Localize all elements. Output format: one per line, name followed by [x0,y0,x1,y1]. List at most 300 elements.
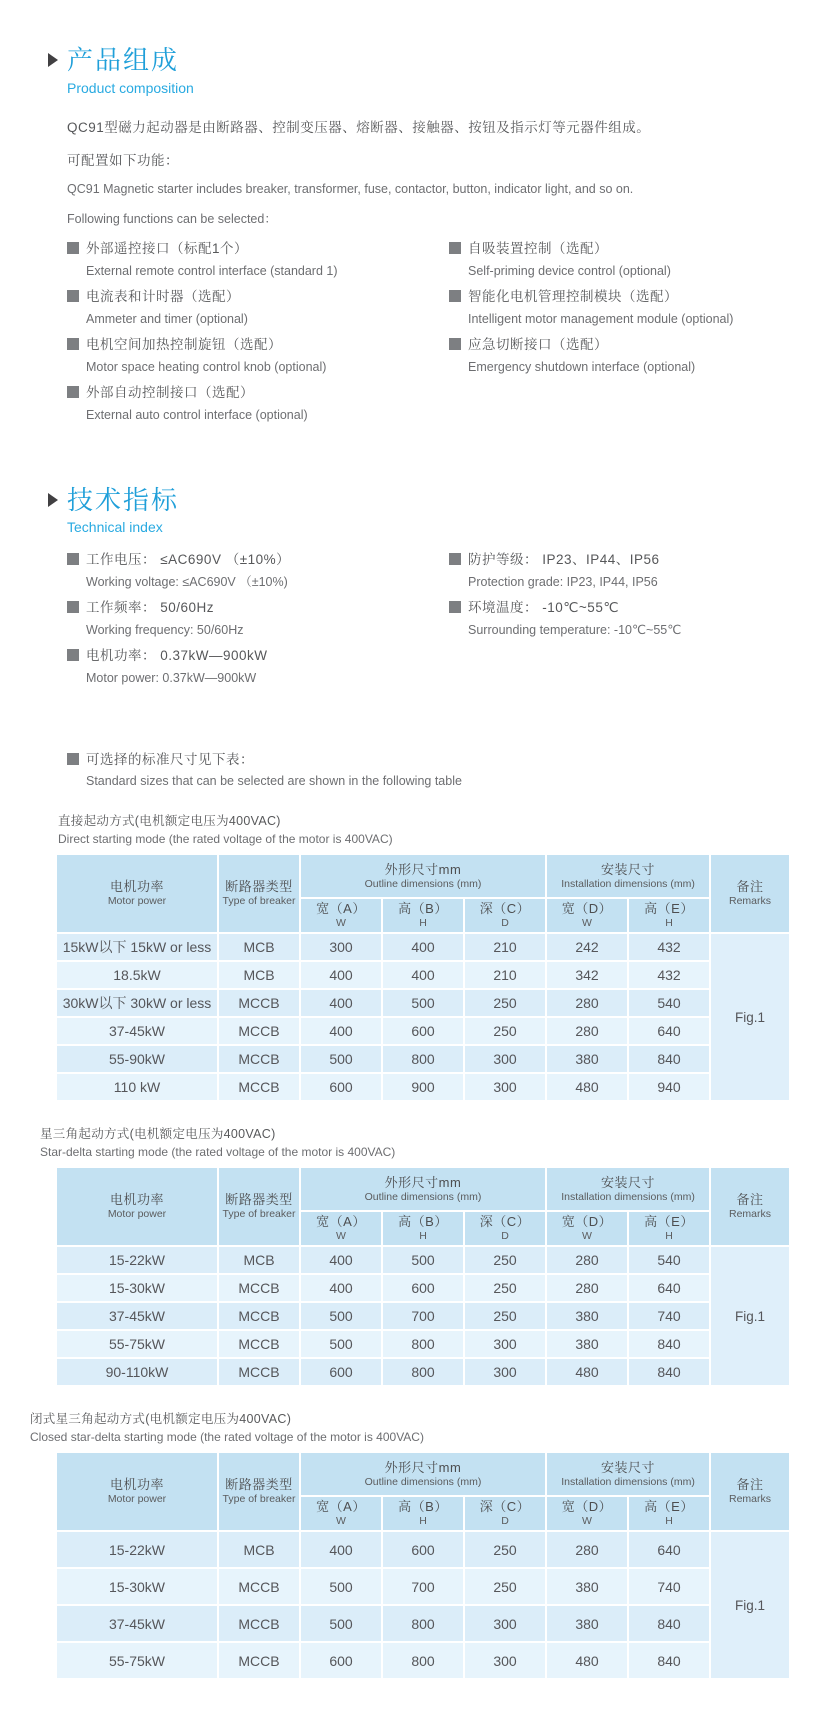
table-cell: 250 [465,1018,545,1044]
bullet-label-cn: 电机空间加热控制旋钮（选配） [86,336,282,352]
table-cell: 110 kW [57,1074,217,1100]
table-cell: 400 [301,990,381,1016]
subcol-dimension [547,1497,627,1530]
table-cell: 380 [547,1046,627,1072]
table-cell: 900 [383,1074,463,1100]
col-motor-power [57,1453,217,1530]
table-cell: 90-110kW [57,1359,217,1385]
table-cell: 600 [383,1532,463,1567]
bullet-label-en: External remote control interface (standard 1) [86,263,338,278]
subcol-dimension [383,1497,463,1530]
table-cell: 500 [301,1569,381,1604]
table-cell: 800 [383,1643,463,1678]
table-cell: 600 [301,1074,381,1100]
table-cell: 342 [547,962,627,988]
bullet-label-cn: 工作电压： ≤AC690V （±10%） [86,552,291,568]
table-cell: 480 [547,1643,627,1678]
subcol-dimension [301,1212,381,1245]
table-row [57,1303,789,1329]
bullet-label-cn: 智能化电机管理控制模块（选配） [468,288,678,304]
table-cell: 400 [301,1247,381,1273]
table-cell: 380 [547,1303,627,1329]
table-cell: 840 [629,1643,709,1678]
table-cell: 300 [465,1606,545,1641]
col-motor-power-label-en: Motor power [107,1493,167,1506]
table-cell: 400 [301,1532,381,1567]
table-cell: 55-75kW [57,1331,217,1357]
table-cell: 500 [383,1247,463,1273]
col-outline-dimensions-label-cn: 外形尺寸mm [384,1174,462,1190]
table-block-star-delta [40,1124,802,1387]
subcol-dimension-label-en: H [665,917,673,930]
dimensions-table [55,1451,791,1680]
table-cell: 480 [547,1359,627,1385]
subcol-dimension [629,899,709,932]
bullet-item-cn [67,647,449,664]
table-cell: MCB [219,934,299,960]
col-breaker-type [219,1453,299,1530]
col-installation-dimensions-label-en: Installation dimensions (mm) [561,1190,695,1203]
col-outline-dimensions-label-cn: 外形尺寸mm [384,1459,462,1475]
table-title-cn: 闭式星三角起动方式(电机额定电压为400VAC) [30,1412,292,1427]
table-cell: 380 [547,1331,627,1357]
subcol-dimension-label-en: D [501,1515,509,1528]
table-cell: MCCB [219,1303,299,1329]
bullet-item [449,336,802,375]
table-row [57,1018,789,1044]
subcol-dimension-label-cn: 高（E） [644,1214,694,1230]
square-bullet-icon [449,601,461,613]
col-breaker-type-label-en: Type of breaker [222,895,296,908]
table-cell: 500 [301,1331,381,1357]
subcol-dimension-label-cn: 高（E） [644,1499,694,1515]
table-cell: MCB [219,962,299,988]
subcol-dimension-label-cn: 宽（A） [316,901,366,917]
col-motor-power-label-cn: 电机功率 [109,1192,164,1208]
col-remarks-label-cn: 备注 [736,1477,764,1493]
col-motor-power [57,855,217,932]
square-bullet-icon [67,338,79,350]
col-breaker-type-label-en: Type of breaker [222,1493,296,1506]
table-cell: 380 [547,1569,627,1604]
bullet-item-cn [67,599,449,616]
col-remarks-label-cn: 备注 [736,1192,764,1208]
table-row [57,934,789,960]
note-en: Standard sizes that can be selected are shown in the following table [86,774,462,789]
bullet-item [67,599,449,638]
bullet-label-cn: 电机功率： 0.37kW—900kW [86,648,268,664]
table-cell: MCCB [219,1606,299,1641]
table-cell: 300 [465,1331,545,1357]
table-cell: 540 [629,990,709,1016]
table-cell: 400 [301,962,381,988]
bullet-label-cn: 应急切断接口（选配） [468,336,608,352]
bullet-label-en: Working frequency: 50/60Hz [86,623,244,638]
table-cell: 15-22kW [57,1247,217,1273]
table-row [57,1331,789,1357]
table-cell: 55-75kW [57,1643,217,1678]
col-installation-dimensions-label-en: Installation dimensions (mm) [561,877,695,890]
spec-list [67,551,802,695]
table-cell: 280 [547,1275,627,1301]
table-mount [48,1166,802,1387]
bullet-item [449,288,802,327]
table-cell: 500 [301,1046,381,1072]
square-bullet-icon [449,553,461,565]
section-technical-index [48,486,802,696]
subcol-dimension [383,1212,463,1245]
bullet-label-cn: 工作频率： 50/60Hz [86,600,215,616]
table-cell: 400 [383,962,463,988]
subcol-dimension [629,1497,709,1530]
col-breaker-type [219,1168,299,1245]
subcol-dimension-label-en: H [419,917,427,930]
table-row [57,1074,789,1100]
table-cell: 800 [383,1331,463,1357]
square-bullet-icon [67,649,79,661]
intro-paragraph-cn: QC91型磁力起动器是由断路器、控制变压器、熔断器、接触器、按钮及指示灯等元器件组成。 [67,119,651,135]
table-cell: 300 [465,1643,545,1678]
subcol-dimension-label-en: W [582,1515,592,1528]
bullet-item [67,288,449,327]
dimensions-table [55,853,791,1102]
subcol-dimension-label-cn: 深（C） [479,1499,531,1515]
subcol-dimension [547,899,627,932]
col-installation-dimensions-label-cn: 安装尺寸 [601,1459,656,1475]
subcol-dimension [465,1497,545,1530]
table-row [57,1275,789,1301]
subcol-dimension-label-cn: 高（B） [398,1499,448,1515]
bullet-label-en: Intelligent motor management module (optional) [468,311,734,326]
table-cell: MCCB [219,1569,299,1604]
table-cell: 300 [301,934,381,960]
table-cell: 30kW以下 30kW or less [57,990,217,1016]
subcol-dimension [301,899,381,932]
remark-cell: Fig.1 [711,934,789,1100]
table-cell: 400 [301,1275,381,1301]
table-title-en: Closed star-delta starting mode (the rated voltage of the motor is 400VAC) [30,1430,424,1445]
col-remarks [711,855,789,932]
col-remarks-label-en: Remarks [729,1493,772,1506]
table-cell: 250 [465,1247,545,1273]
table-cell: 500 [383,990,463,1016]
bullet-item [449,599,802,638]
col-outline-dimensions-label-cn: 外形尺寸mm [384,861,462,877]
table-row [57,990,789,1016]
bullet-item [67,336,449,375]
col-installation-dimensions [547,855,709,897]
bullet-label-en: Motor power: 0.37kW—900kW [86,671,257,686]
bullet-label-en: Emergency shutdown interface (optional) [468,359,696,374]
table-cell: 432 [629,934,709,960]
table-cell: 480 [547,1074,627,1100]
col-installation-dimensions-label-en: Installation dimensions (mm) [561,1475,695,1488]
table-cell: 300 [465,1074,545,1100]
square-bullet-icon [449,290,461,302]
table-cell: 940 [629,1074,709,1100]
square-bullet-icon [67,601,79,613]
header-row [57,1168,789,1210]
feature-list-left [67,240,449,432]
col-installation-dimensions [547,1168,709,1210]
table-cell: 37-45kW [57,1303,217,1329]
col-outline-dimensions [301,1453,545,1495]
bullet-item-cn [449,551,802,568]
col-motor-power-label-en: Motor power [107,895,167,908]
subcol-dimension-label-cn: 宽（D） [561,1214,613,1230]
table-cell: 250 [465,1275,545,1301]
subcol-dimension-label-en: W [582,1230,592,1243]
col-remarks [711,1168,789,1245]
subcol-dimension-label-en: D [501,1230,509,1243]
table-cell: 432 [629,962,709,988]
table-title-en: Star-delta starting mode (the rated voltage of the motor is 400VAC) [40,1145,396,1160]
bullet-label-cn: 电流表和计时器（选配） [86,288,240,304]
table-cell: 280 [547,1532,627,1567]
table-cell: MCCB [219,1643,299,1678]
table-cell: 400 [301,1018,381,1044]
bullet-item-cn [67,384,449,401]
table-cell: 242 [547,934,627,960]
bullet-item-cn [67,288,449,305]
col-outline-dimensions [301,855,545,897]
table-cell: 740 [629,1303,709,1329]
table-cell: MCCB [219,1074,299,1100]
section-title-cn: 产品组成 [67,45,180,75]
bullet-label-cn: 环境温度： -10℃~55℃ [468,600,619,616]
standard-sizes-note [67,751,802,789]
intro-paragraph-cn: 可配置如下功能： [67,152,179,168]
subcol-dimension-label-cn: 高（E） [644,901,694,917]
table-cell: 15-30kW [57,1275,217,1301]
table-cell: 800 [383,1606,463,1641]
bullet-item [449,240,802,279]
square-bullet-icon [67,242,79,254]
subcol-dimension-label-cn: 宽（A） [316,1214,366,1230]
header-row [57,1453,789,1495]
bullet-label-en: Protection grade: IP23, IP44, IP56 [468,575,658,590]
table-cell: 500 [301,1303,381,1329]
col-breaker-type-label-cn: 断路器类型 [225,1477,293,1493]
subcol-dimension [383,899,463,932]
subcol-dimension-label-en: D [501,917,509,930]
col-breaker-type-label-en: Type of breaker [222,1208,296,1221]
subcol-dimension-label-cn: 宽（D） [561,901,613,917]
bullet-item [67,647,449,686]
subcol-dimension-label-en: H [665,1515,673,1528]
subcol-dimension-label-en: H [419,1230,427,1243]
bullet-item-cn [449,240,802,257]
table-cell: 600 [301,1359,381,1385]
table-cell: MCCB [219,1359,299,1385]
square-bullet-icon [449,242,461,254]
table-cell: MCCB [219,990,299,1016]
table-block-closed-star-delta [30,1409,802,1680]
table-cell: 280 [547,1247,627,1273]
table-cell: MCCB [219,1018,299,1044]
table-cell: 250 [465,1303,545,1329]
table-cell: 840 [629,1606,709,1641]
remark-cell: Fig.1 [711,1532,789,1678]
col-remarks-label-en: Remarks [729,895,772,908]
table-mount [48,1451,802,1680]
col-breaker-type-label-cn: 断路器类型 [225,879,293,895]
subcol-dimension-label-en: W [336,1515,346,1528]
table-cell: 37-45kW [57,1018,217,1044]
header-row [57,855,789,897]
table-cell: 740 [629,1569,709,1604]
note-cn [67,751,802,768]
table-cell: 280 [547,1018,627,1044]
section-heading [48,46,802,75]
col-outline-dimensions-label-en: Outline dimensions (mm) [364,1475,482,1488]
subcol-dimension-label-cn: 高（B） [398,901,448,917]
section-product-composition [48,46,802,432]
spec-list-right [449,551,802,695]
col-motor-power-label-cn: 电机功率 [109,879,164,895]
table-title-cn: 星三角起动方式(电机额定电压为400VAC) [40,1127,276,1142]
bullet-label-en: Surrounding temperature: -10℃~55℃ [468,623,682,638]
table-cell: 250 [465,990,545,1016]
subcol-dimension-label-cn: 宽（D） [561,1499,613,1515]
table-cell: 600 [301,1643,381,1678]
bullet-label-en: Ammeter and timer (optional) [86,311,248,326]
table-cell: MCCB [219,1331,299,1357]
col-installation-dimensions-label-cn: 安装尺寸 [601,1174,656,1190]
square-bullet-icon [67,553,79,565]
table-cell: 250 [465,1532,545,1567]
bullet-item-cn [449,336,802,353]
table-cell: MCB [219,1247,299,1273]
bullet-item-cn [67,240,449,257]
square-bullet-icon [449,338,461,350]
subcol-dimension-label-en: W [336,917,346,930]
table-title-cn: 直接起动方式(电机额定电压为400VAC) [58,814,281,829]
table-cell: 600 [383,1275,463,1301]
table-cell: 640 [629,1532,709,1567]
table-row [57,1643,789,1678]
table-row [57,1359,789,1385]
intro-paragraph-en: QC91 Magnetic starter includes breaker, transformer, fuse, contactor, button, indicator light, and so on. [67,181,634,196]
table-cell: 640 [629,1275,709,1301]
dimensions-table [55,1166,791,1387]
triangle-bullet-icon [48,493,58,507]
col-motor-power-label-en: Motor power [107,1208,167,1221]
triangle-bullet-icon [48,53,58,67]
square-bullet-icon [67,290,79,302]
table-cell: 210 [465,962,545,988]
table-cell: 640 [629,1018,709,1044]
subcol-dimension-label-cn: 深（C） [479,1214,531,1230]
table-cell: 300 [465,1359,545,1385]
subcol-dimension-label-en: W [336,1230,346,1243]
table-row [57,962,789,988]
table-block-direct-starting [48,811,802,1102]
col-remarks-label-en: Remarks [729,1208,772,1221]
col-installation-dimensions [547,1453,709,1495]
bullet-item-cn [449,599,802,616]
subcol-dimension [629,1212,709,1245]
col-remarks [711,1453,789,1530]
subcol-dimension-label-en: W [582,917,592,930]
table-cell: 840 [629,1359,709,1385]
col-installation-dimensions-label-cn: 安装尺寸 [601,861,656,877]
feature-list [67,240,802,432]
col-remarks-label-cn: 备注 [736,879,764,895]
table-row [57,1569,789,1604]
bullet-label-cn: 防护等级： IP23、IP44、IP56 [468,552,660,568]
intro-paragraph-en: Following functions can be selected： [67,211,277,226]
subcol-dimension-label-en: H [665,1230,673,1243]
table-cell: 280 [547,990,627,1016]
table-cell: 380 [547,1606,627,1641]
table-cell: 540 [629,1247,709,1273]
col-outline-dimensions-label-en: Outline dimensions (mm) [364,877,482,890]
bullet-label-en: Working voltage: ≤AC690V （±10%) [86,575,288,590]
table-cell: 400 [383,934,463,960]
table-row [57,1606,789,1641]
table-cell: 250 [465,1569,545,1604]
bullet-label-cn: 外部自动控制接口（选配） [86,384,254,400]
section-heading [48,486,802,515]
bullet-item [67,384,449,423]
table-cell: 55-90kW [57,1046,217,1072]
bullet-label-en: Self-priming device control (optional) [468,263,671,278]
col-outline-dimensions-label-en: Outline dimensions (mm) [364,1190,482,1203]
table-cell: 700 [383,1569,463,1604]
square-bullet-icon [67,753,79,765]
subcol-dimension [301,1497,381,1530]
table-row [57,1247,789,1273]
bullet-label-cn: 自吸装置控制（选配） [468,240,608,256]
table-cell: MCB [219,1532,299,1567]
subcol-dimension-label-cn: 深（C） [479,901,531,917]
table-cell: 15-22kW [57,1532,217,1567]
table-cell: 700 [383,1303,463,1329]
col-breaker-type [219,855,299,932]
bullet-item-cn [449,288,802,305]
table-cell: MCCB [219,1046,299,1072]
bullet-item-cn [67,551,449,568]
table-row [57,1046,789,1072]
feature-list-right [449,240,802,432]
col-motor-power-label-cn: 电机功率 [109,1477,164,1493]
table-cell: 37-45kW [57,1606,217,1641]
bullet-label-en: Motor space heating control knob (optional) [86,359,327,374]
table-cell: 18.5kW [57,962,217,988]
col-motor-power [57,1168,217,1245]
remark-cell: Fig.1 [711,1247,789,1385]
bullet-item [449,551,802,590]
bullet-item-cn [67,336,449,353]
bullet-label-en: External auto control interface (optional) [86,407,308,422]
section-title-en: Technical index [67,519,163,536]
table-cell: 500 [301,1606,381,1641]
table-cell: MCCB [219,1275,299,1301]
section-title-cn: 技术指标 [67,484,180,515]
col-outline-dimensions [301,1168,545,1210]
table-cell: 600 [383,1018,463,1044]
col-breaker-type-label-cn: 断路器类型 [225,1192,293,1208]
subcol-dimension [465,899,545,932]
table-cell: 210 [465,934,545,960]
section-title-en: Product composition [67,79,194,96]
table-cell: 800 [383,1046,463,1072]
table-cell: 15kW以下 15kW or less [57,934,217,960]
spec-list-left [67,551,449,695]
bullet-item [67,551,449,590]
bullet-label-cn: 外部遥控接口（标配1个） [86,240,249,256]
